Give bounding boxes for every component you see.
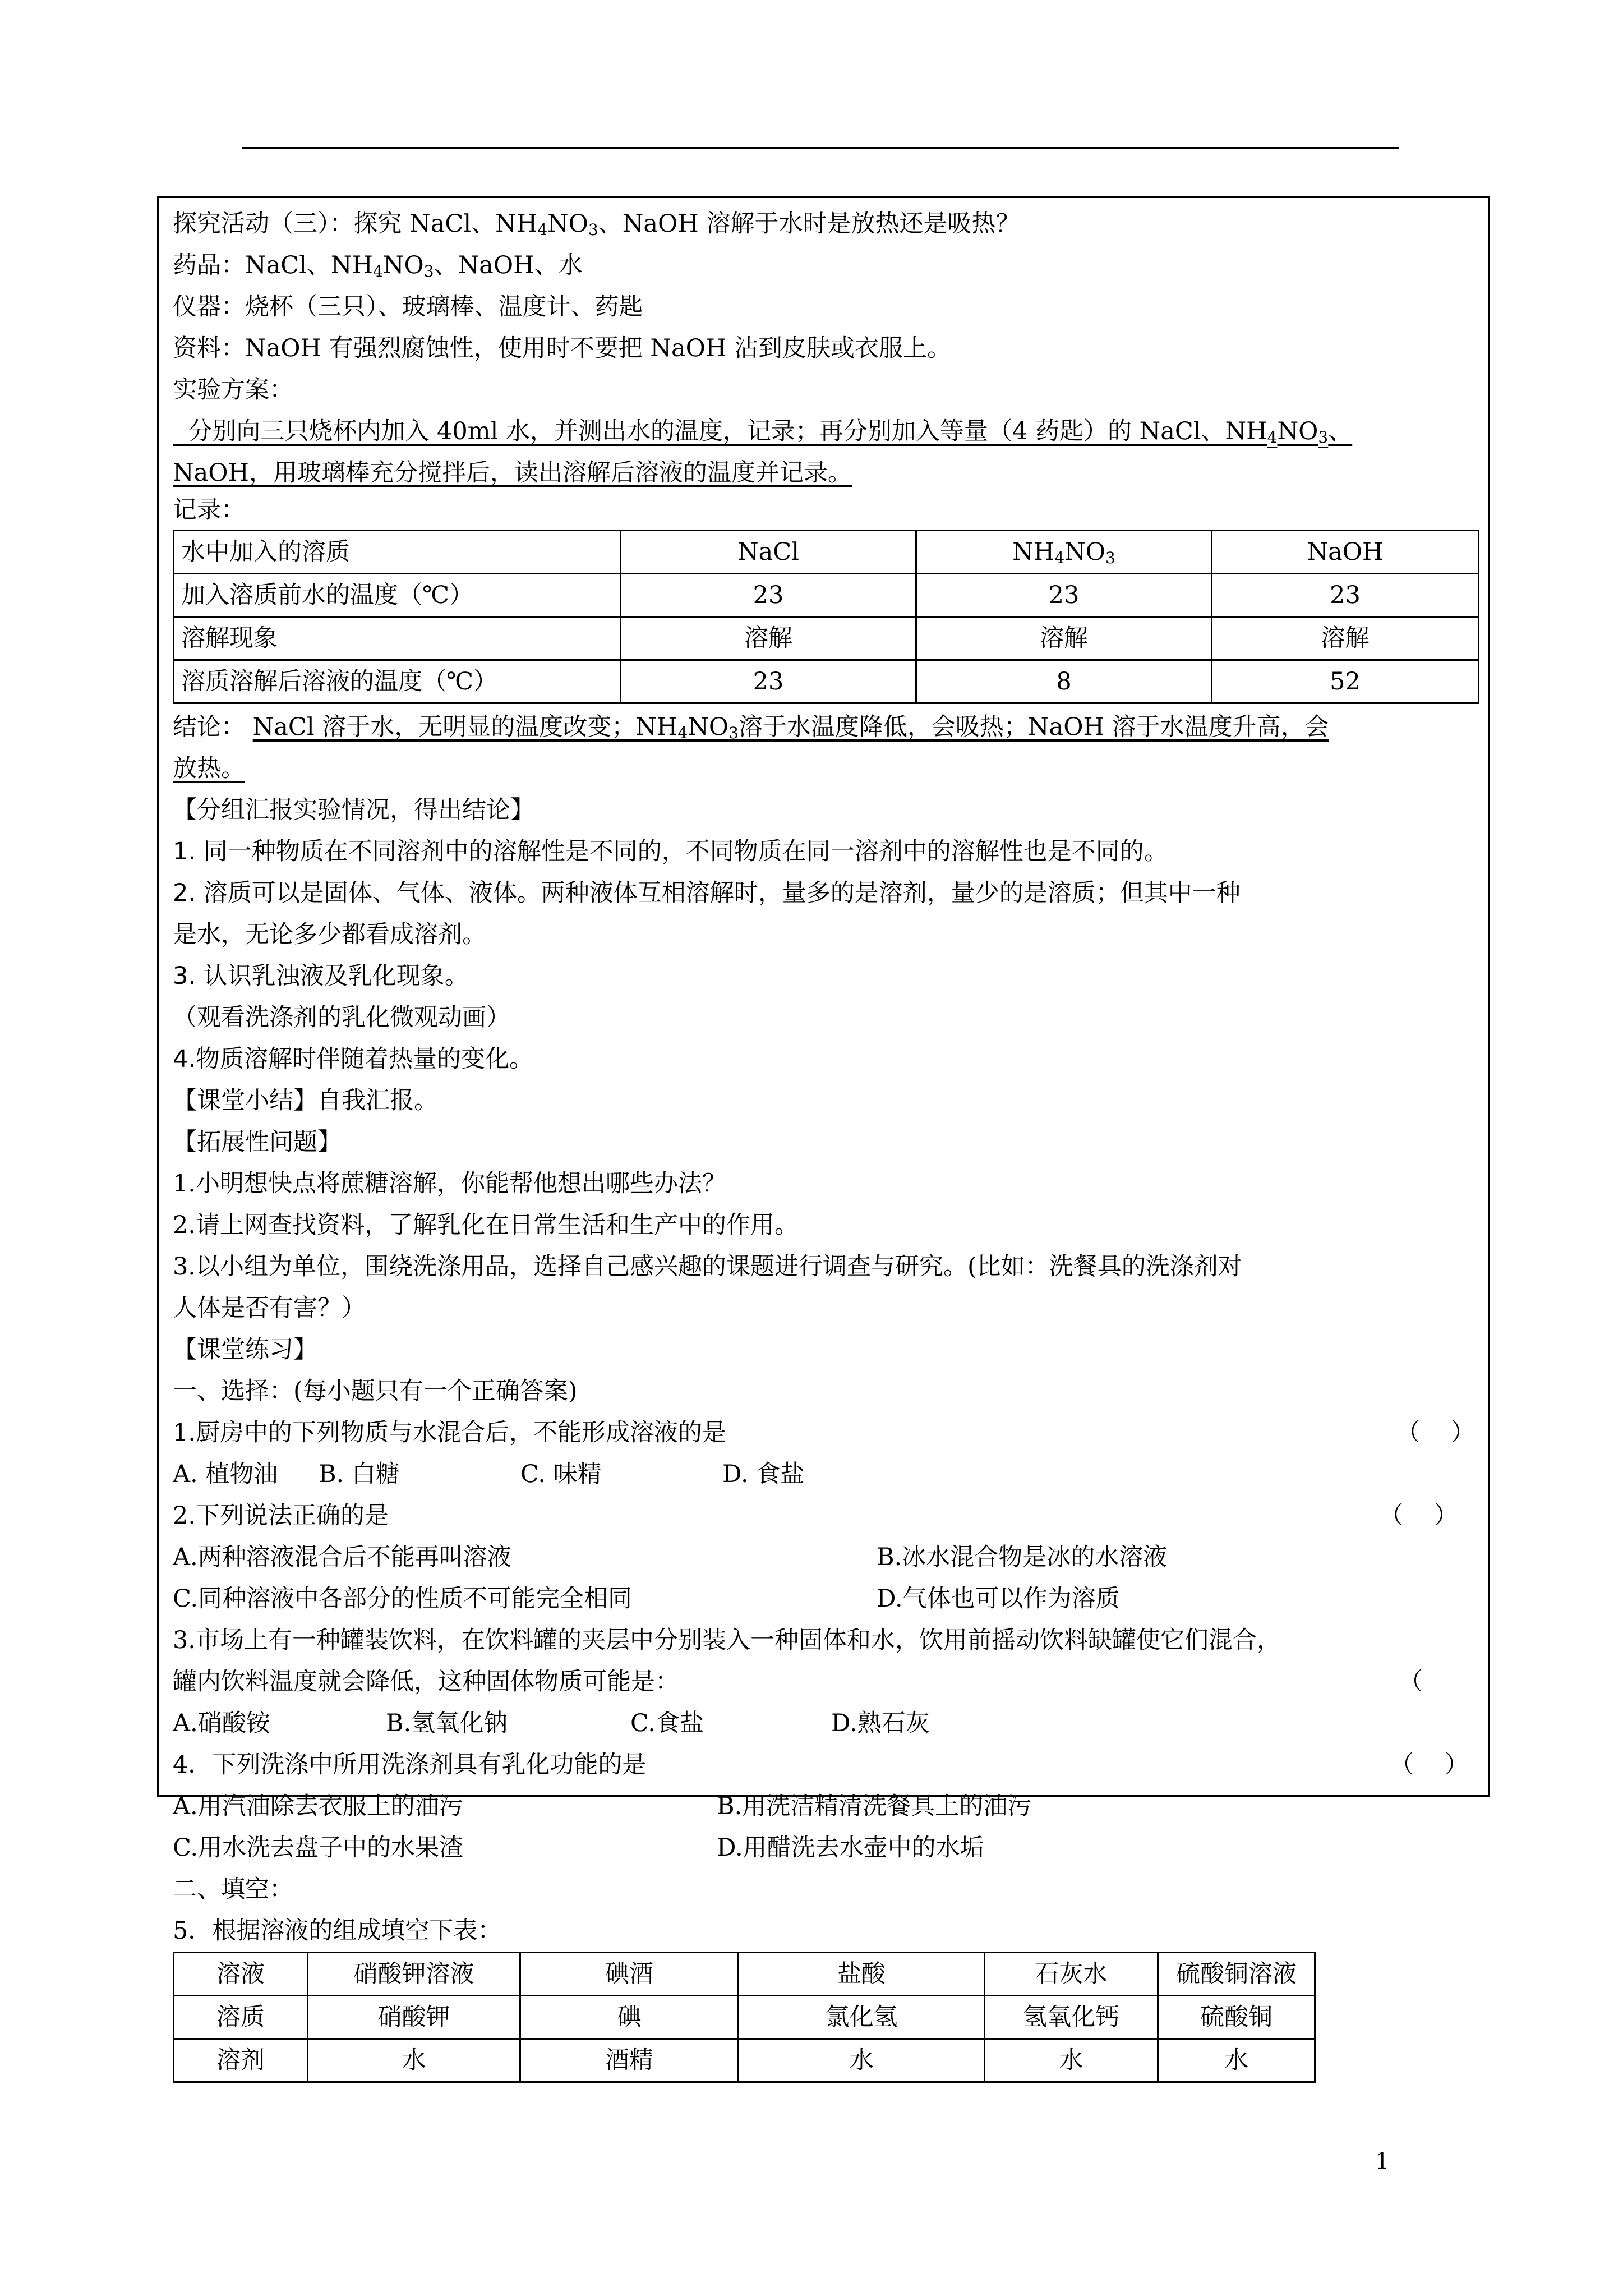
table-cell: 水 <box>1158 2039 1315 2082</box>
extension-item: 人体是否有害？） <box>173 1294 366 1322</box>
option: D.熟石灰 <box>831 1709 930 1737</box>
table-cell: 23 <box>916 574 1212 617</box>
table-cell: 石灰水 <box>985 1953 1158 1996</box>
table-cell: 溶解 <box>916 617 1212 660</box>
section-fill: 二、填空： <box>173 1875 293 1903</box>
table-cell: 23 <box>621 574 916 617</box>
option: C.食盐 <box>630 1709 704 1737</box>
group-report-item: 1. 同一种物质在不同溶剂中的溶解性是不同的，不同物质在同一溶剂中的溶解性也是不同的。 <box>173 838 1168 866</box>
option: C. 味精 <box>520 1460 602 1488</box>
table-cell: 23 <box>1212 574 1479 617</box>
group-report-item: 是水，无论多少都看成溶剂。 <box>173 921 486 949</box>
table-cell: $NH_4NO_3$ <box>916 531 1212 574</box>
option: C.用水洗去盘子中的水果渣 <box>173 1834 464 1862</box>
table-cell: 硫酸铜 <box>1158 1996 1315 2039</box>
instruments-line: 仪器：烧杯（三只）、玻璃棒、温度计、药匙 <box>173 293 643 321</box>
answer-paren: （ ） <box>1396 1419 1475 1447</box>
table-cell: 23 <box>621 660 916 703</box>
table-row <box>174 2039 1315 2082</box>
option: D.气体也可以作为溶质 <box>877 1585 1120 1613</box>
option: B. 白糖 <box>319 1460 400 1488</box>
extension-item: 2.请上网查找资料，了解乳化在日常生活和生产中的作用。 <box>173 1211 799 1239</box>
group-report-item: 4.物质溶解时伴随着热量的变化。 <box>173 1045 534 1073</box>
table-cell: 溶解现象 <box>174 617 621 660</box>
option: B.氢氧化钠 <box>386 1709 508 1737</box>
question-3-options <box>173 1703 1475 1744</box>
conclusion-line-2: 放热。 <box>173 754 245 783</box>
table-cell: 水 <box>739 2039 985 2082</box>
table-cell: 溶液 <box>174 1953 308 1996</box>
extension-heading: 【拓展性问题】 <box>173 1128 342 1156</box>
table-cell: 水中加入的溶质 <box>174 531 621 574</box>
option: D. 食盐 <box>722 1460 805 1488</box>
question-1: 1.厨房中的下列物质与水混合后，不能形成溶液的是 （ ） <box>173 1412 1475 1453</box>
plan-line-1: 分别向三只烧杯内加入 40ml 水，并测出水的温度，记录；再分别加入等量（4 药匙）的 NaCl、$NH_4NO_3$、 <box>173 417 1353 447</box>
table-cell: 酒精 <box>520 2039 739 2082</box>
table-row <box>174 1996 1315 2039</box>
table-cell: 加入溶质前水的温度（℃） <box>174 574 621 617</box>
question-2-options-ab <box>173 1536 1475 1578</box>
option: A.两种溶液混合后不能再叫溶液 <box>173 1543 511 1571</box>
question-5: 5．根据溶液的组成填空下表： <box>173 1917 502 1945</box>
section-choice: 一、选择：(每小题只有一个正确答案) <box>173 1377 578 1405</box>
table-cell: 52 <box>1212 660 1479 703</box>
table-cell: 溶解 <box>1212 617 1479 660</box>
page-number: 1 <box>1375 2148 1390 2174</box>
question-3-line-2: 罐内饮料温度就会降低，这种固体物质可能是： （ <box>173 1661 1475 1703</box>
question-4-options-ab <box>173 1786 1475 1827</box>
header-rule <box>242 147 1399 149</box>
table-cell: 硫酸铜溶液 <box>1158 1953 1315 1996</box>
table-cell: 水 <box>308 2039 520 2082</box>
record-table <box>173 530 1479 704</box>
table-cell: NaOH <box>1212 531 1479 574</box>
answer-paren: （ <box>1399 1668 1423 1696</box>
table-cell: 碘 <box>520 1996 739 2039</box>
option: A. 植物油 <box>173 1460 278 1488</box>
question-2-options-cd <box>173 1578 1475 1619</box>
table-cell: NaCl <box>621 531 916 574</box>
material-line: 资料：NaOH 有强烈腐蚀性，使用时不要把 NaOH 沾到皮肤或衣服上。 <box>173 334 952 362</box>
table-row <box>174 617 1479 660</box>
answer-paren: （ ） <box>1379 1502 1458 1530</box>
table-cell: 盐酸 <box>739 1953 985 1996</box>
activity-title: 探究活动（三）：探究 NaCl、$NH_4NO_3$、NaOH 溶解于水时是放热还是吸热？ <box>173 210 1020 239</box>
table-cell: 硝酸钾溶液 <box>308 1953 520 1996</box>
option: A.用汽油除去衣服上的油污 <box>173 1792 463 1820</box>
option: A.硝酸铵 <box>173 1709 270 1737</box>
table-cell: 碘酒 <box>520 1953 739 1996</box>
answer-paren: （ ） <box>1390 1751 1469 1779</box>
table-cell: 溶解 <box>621 617 916 660</box>
table-row <box>174 574 1479 617</box>
drugs-line: 药品：NaCl、$NH_4NO_3$、NaOH、水 <box>173 251 583 280</box>
option: B.用洗洁精清洗餐具上的油污 <box>717 1792 1032 1820</box>
table-row <box>174 531 1479 574</box>
extension-item: 3.以小组为单位，围绕洗涤用品，选择自己感兴趣的课题进行调查与研究。(比如：洗餐具的洗涤剂对 <box>173 1253 1242 1281</box>
question-1-options <box>173 1453 1475 1495</box>
extension-item: 1.小明想快点将蔗糖溶解，你能帮他想出哪些办法？ <box>173 1170 727 1198</box>
table-cell: 溶质溶解后溶液的温度（℃） <box>174 660 621 703</box>
table-cell: 氢氧化钙 <box>985 1996 1158 2039</box>
question-2: 2.下列说法正确的是 （ ） <box>173 1495 1475 1536</box>
table-row <box>174 660 1479 703</box>
table-cell: 氯化氢 <box>739 1996 985 2039</box>
table-cell: 水 <box>985 2039 1158 2082</box>
solution-table <box>173 1952 1316 2083</box>
option: B.冰水混合物是冰的水溶液 <box>877 1543 1168 1571</box>
question-4: 4．下列洗涤中所用洗涤剂具有乳化功能的是 （ ） <box>173 1744 1475 1786</box>
table-row <box>174 1953 1315 1996</box>
group-report-item: 2. 溶质可以是固体、气体、液体。两种液体互相溶解时，量多的是溶剂，量少的是溶质；但其中一种 <box>173 879 1241 907</box>
group-report-item: （观看洗涤剂的乳化微观动画） <box>173 1004 510 1032</box>
option: C.同种溶液中各部分的性质不可能完全相同 <box>173 1585 633 1613</box>
plan-line-2: NaOH，用玻璃棒充分搅拌后，读出溶解后溶液的温度并记录。 <box>173 459 852 487</box>
question-3-line-1: 3.市场上有一种罐装饮料，在饮料罐的夹层中分别装入一种固体和水，饮用前摇动饮料缺罐使它们混合， <box>173 1626 1281 1654</box>
content-body <box>173 203 1475 2083</box>
group-report-heading: 【分组汇报实验情况，得出结论】 <box>173 796 534 824</box>
table-cell: 溶质 <box>174 1996 308 2039</box>
table-cell: 溶剂 <box>174 2039 308 2082</box>
table-cell: 硝酸钾 <box>308 1996 520 2039</box>
practice-heading: 【课堂练习】 <box>173 1336 317 1364</box>
option: D.用醋洗去水壶中的水垢 <box>717 1834 984 1862</box>
table-cell: 8 <box>916 660 1212 703</box>
plan-label: 实验方案： <box>173 376 293 404</box>
group-report-item: 3. 认识乳浊液及乳化现象。 <box>173 962 469 990</box>
question-4-options-cd <box>173 1827 1475 1869</box>
conclusion-line-1: 结论： NaCl 溶于水，无明显的温度改变；$NH_4NO_3$溶于水温度降低，会吸热；NaOH 溶于水温度升高，会 <box>173 713 1329 742</box>
record-label: 记录： <box>173 496 245 524</box>
summary-line: 【课堂小结】自我汇报。 <box>173 1087 438 1115</box>
